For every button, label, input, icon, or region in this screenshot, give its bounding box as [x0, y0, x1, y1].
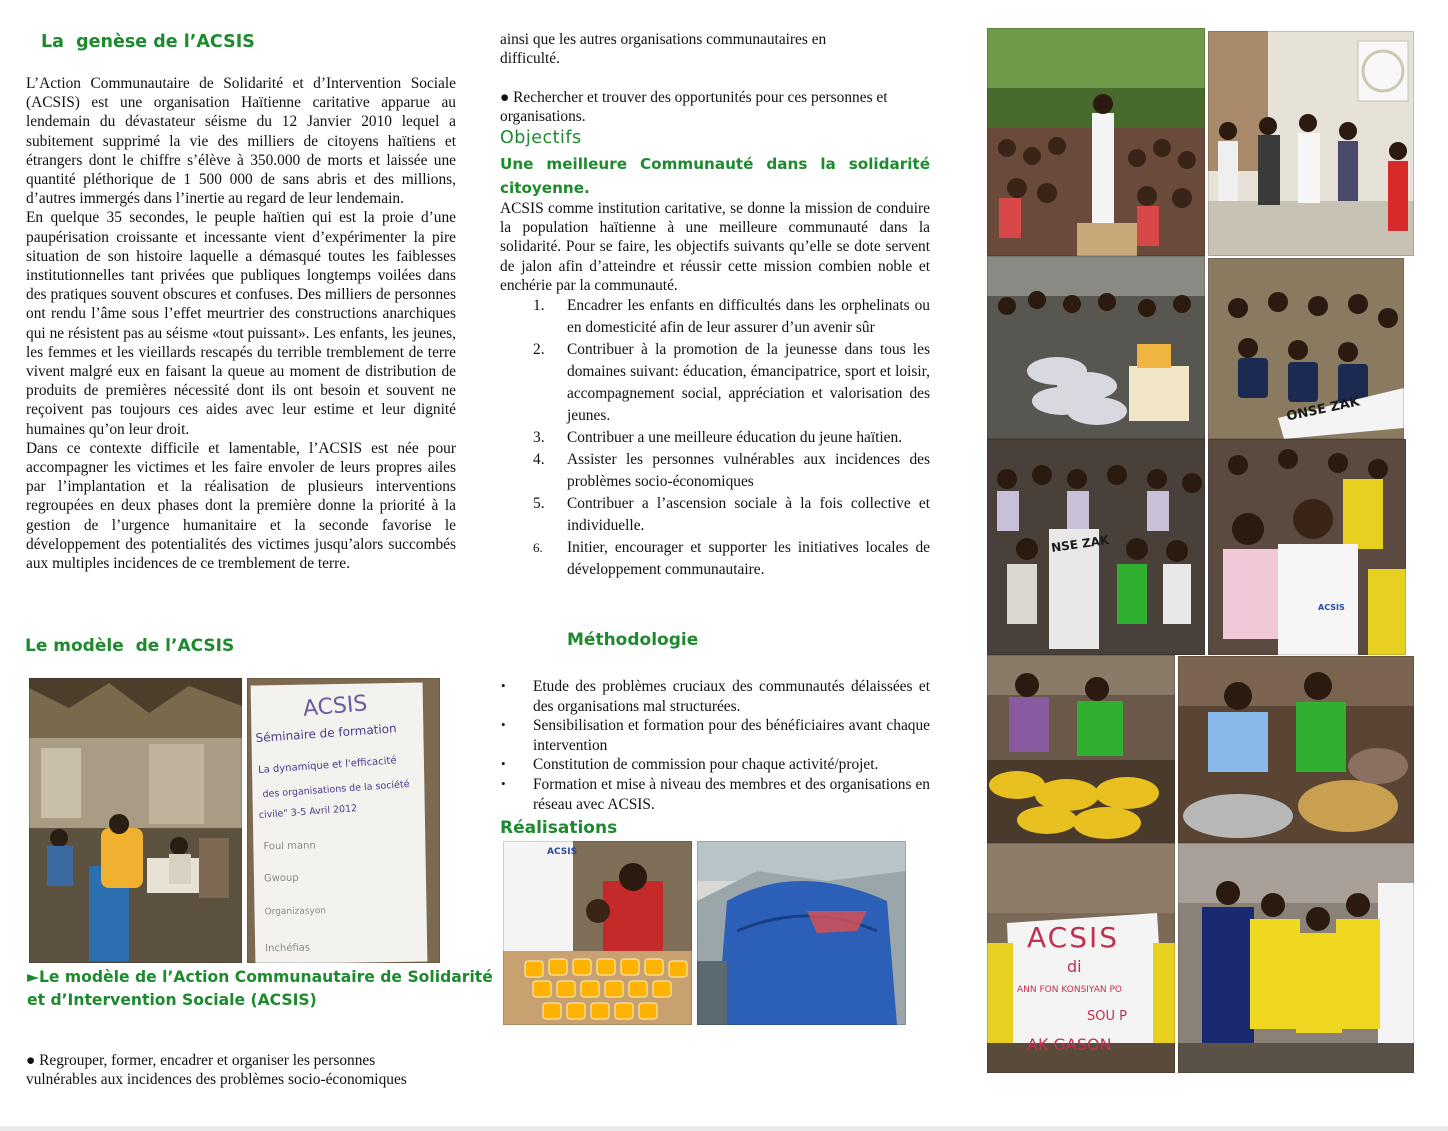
paragraph: L’Action Communautaire de Solidarité et d’Intervention Sociale (ACSIS) est une organisation Haïtienne caritative apparue au lendemain du dévastateur séisme du 12 Janvier 2010 lequel a subitement supprimé la vie des milliers de citoyens haïtiens et étrangers dont le chiffre s’élève à 350.000 de morts et laissée une quantité pléthorique de 1 500 000 de sans abris et des millions, d’autres immergés dans l’inertie au regard de leur lendemain.: [26, 75, 456, 208]
tent-scene-image: [697, 841, 906, 1025]
volunteers-yellow-image: [1178, 843, 1414, 1073]
objective-item: [500, 339, 930, 427]
crowd-speaker-image: [987, 28, 1205, 256]
tent-camp-photo: [697, 841, 906, 1025]
method-text: Sensibilisation et formation pour des bénéficiaires avant chaque intervention: [533, 717, 930, 754]
methods-list: [500, 677, 930, 814]
objective-text: Contribuer a l’ascension sociale à la fois collective et individuelle.: [567, 495, 930, 534]
section-title-methodologie: Méthodologie: [567, 630, 699, 650]
flipchart-title: ACSIS: [301, 691, 369, 722]
objective-text: Contribuer a une meilleure éducation du jeune haïtien.: [567, 429, 903, 446]
seminar-scene-image: [29, 678, 242, 963]
banner-line: SOU P: [1087, 1009, 1127, 1024]
objective-item: [500, 295, 930, 339]
flipchart-line: Séminaire de formation: [255, 721, 398, 746]
intro-continued: ainsi que les autres organisations communautaires en difficulté.: [500, 31, 827, 68]
objective-text: Encadrer les enfants en difficultés dans les orphelinats ou en domesticité afin de leur assurer d’un avenir sûr: [567, 297, 930, 336]
model-caption: [27, 966, 493, 1012]
bullet-dot-icon: •: [501, 678, 506, 693]
acsis-banner-image: [987, 843, 1175, 1073]
flipchart-line: Organizasyon: [264, 906, 327, 918]
objectifs-intro: ACSIS comme institution caritative, se donne la mission de conduire la population haïtienne à une meilleure communauté dans la solidarité. Pour se faire, les objectifs suivants qu’elle se dote servent de jalon afin d’atteindre et réussir cette mission combien noble et enchérie par la communauté.: [500, 200, 930, 294]
juice-scene-image: [503, 841, 692, 1025]
children-backpacks-photo: [1208, 258, 1404, 439]
method-text: Constitution de commission pour chaque activité/projet.: [533, 756, 879, 774]
shirt-logo-text: ACSIS: [1318, 603, 1345, 612]
page-bottom-edge: [0, 1126, 1448, 1131]
objective-number: 3.: [533, 429, 545, 446]
children-group-photo: [987, 439, 1205, 655]
objective-item: [500, 427, 930, 449]
mango-sorting-photo: [987, 655, 1175, 843]
objectifs-subtitle: Une meilleure Communauté dans la solidarité citoyenne.: [500, 155, 930, 197]
section-title-realisations: Réalisations: [500, 818, 618, 838]
banner-text: ONSE ZAK: [1285, 394, 1362, 425]
bullet-regrouper: ● Regrouper, former, encadrer et organiser les personnes vulnérables aux incidences des problèmes socio-économiques: [26, 1052, 407, 1089]
banner-line: AK GASON: [1027, 1035, 1112, 1054]
supplies-room-image: [987, 256, 1205, 439]
children-group-image: [987, 439, 1205, 655]
section-title-modele: Le modèle de l’ACSIS: [25, 636, 235, 656]
objective-number: 2.: [533, 341, 545, 358]
caption-line: ►Le modèle de l’Action Communautaire de Solidarité: [27, 968, 493, 986]
mango-sorting-image: [987, 655, 1175, 843]
objectives-list: [500, 295, 930, 581]
method-text: Formation et mise à niveau des membres et des organisations en réseau avec ACSIS.: [533, 775, 930, 813]
bullet-dot-icon: •: [501, 717, 506, 733]
banner-line: di: [1067, 957, 1082, 976]
objective-item: [500, 493, 930, 537]
section-title-genese: La genèse de l’ACSIS: [41, 32, 255, 52]
objective-text: Contribuer à la promotion de la jeunesse dans tous les domaines suivant: éducation, émancipatrice, sport et loisir, accompagnement social, appréciation et valorisation des jeunes.: [567, 341, 930, 424]
children-volunteer-image: [1208, 439, 1406, 655]
cooking-image: [1178, 656, 1414, 843]
flipchart-paper: [251, 683, 428, 963]
flipchart-line: Inchéfias: [265, 942, 311, 955]
children-backpacks-image: [1208, 258, 1404, 439]
sign-text: NSE ZAK: [1050, 533, 1111, 555]
bullet-dot-icon: •: [501, 756, 506, 772]
flipchart-photo: [247, 678, 440, 963]
banner-line: ANN FON KONSIYAN PO: [1017, 985, 1122, 995]
seminar-photo: [29, 678, 242, 963]
supplies-room-photo: [987, 256, 1205, 439]
shirt-logo-text: ACSIS: [547, 847, 578, 857]
acsis-banner-photo: [987, 843, 1175, 1073]
flipchart-line: La dynamique et l'efficacité: [257, 755, 397, 777]
flipchart-line: des organisations de la société: [262, 778, 410, 801]
objective-number: 4.: [533, 451, 545, 468]
flipchart-line: civile" 3-5 Avril 2012: [258, 803, 358, 821]
objective-text: Initier, encourager et supporter les initiatives locales de développement communautaire.: [567, 539, 930, 578]
objective-text: Assister les personnes vulnérables aux incidences des problèmes socio-économiques: [567, 451, 930, 490]
objective-number: 1.: [533, 297, 545, 314]
genese-text: [26, 74, 456, 573]
objective-item: [500, 537, 930, 581]
distribution-house-photo: [1208, 31, 1414, 256]
method-item: [500, 677, 930, 716]
banner-title: ACSIS: [1027, 921, 1120, 954]
flipchart-line: Foul mann: [263, 840, 316, 853]
objective-number: 6.: [533, 540, 543, 555]
section-title-objectifs: Objectifs: [500, 128, 582, 148]
volunteers-yellow-photo: [1178, 843, 1414, 1073]
paragraph: Dans ce contexte difficile et lamentable, l’ACSIS est née pour accompagner les victimes et les faire envoler de leurs propres ailes par l’implantation et la réalisation de plusieurs interventions regroupées en deux phases dont la première donne la priorité à la gestion de l’urgence humanitaire et la seconde favorise le développement des potentialités des victimes jusqu’alors succombés aux multiples incidences de ce tremblement de terre.: [26, 439, 456, 573]
method-item: [500, 775, 930, 814]
method-text: Etude des problèmes cruciaux des communautés délaissées et des organisations mal structurées.: [533, 678, 930, 715]
distribution-house-image: [1208, 31, 1414, 256]
paragraph: En quelque 35 secondes, le peuple haïtien qui est la proie d’une paupérisation croissante et incessante vient d’expérimenter la pire situation de son histoire laquelle a démasqué toutes les faiblesses institutionnelles tant privées que publiques longtemps voilées dans des pratiques souvent obscures et confuses. Des milliers de personnes ont rendu l’âme sous l’effet meurtrier des constructions anarchiques qui ne résistent pas au séisme «tout puissant». Les enfants, les jeunes, les femmes et les vieillards rescapés du terrible tremblement de terre vivent malgré eux en faisant la queue au moment de distribution de produits de premières nécessité dont ils ont besoin et souvent ne reçoivent pas toujours ces aides avec leur estime et leur dignité humaines qu’on leur droit.: [26, 209, 456, 438]
caption-line: et d’Intervention Sociale (ACSIS): [27, 991, 317, 1009]
objective-number: 5.: [533, 495, 545, 512]
bullet-rechercher: ● Rechercher et trouver des opportunités pour ces personnes et organisations.: [500, 89, 888, 126]
juice-distribution-photo: [503, 841, 692, 1025]
objective-item: [500, 449, 930, 493]
cooking-photo: [1178, 656, 1414, 843]
bullet-dot-icon: •: [501, 775, 506, 791]
flipchart-line: Gwoup: [263, 872, 299, 885]
method-item: [500, 716, 930, 755]
children-volunteer-photo: [1208, 439, 1406, 655]
method-item: [500, 755, 930, 775]
crowd-speaker-photo: [987, 28, 1205, 256]
